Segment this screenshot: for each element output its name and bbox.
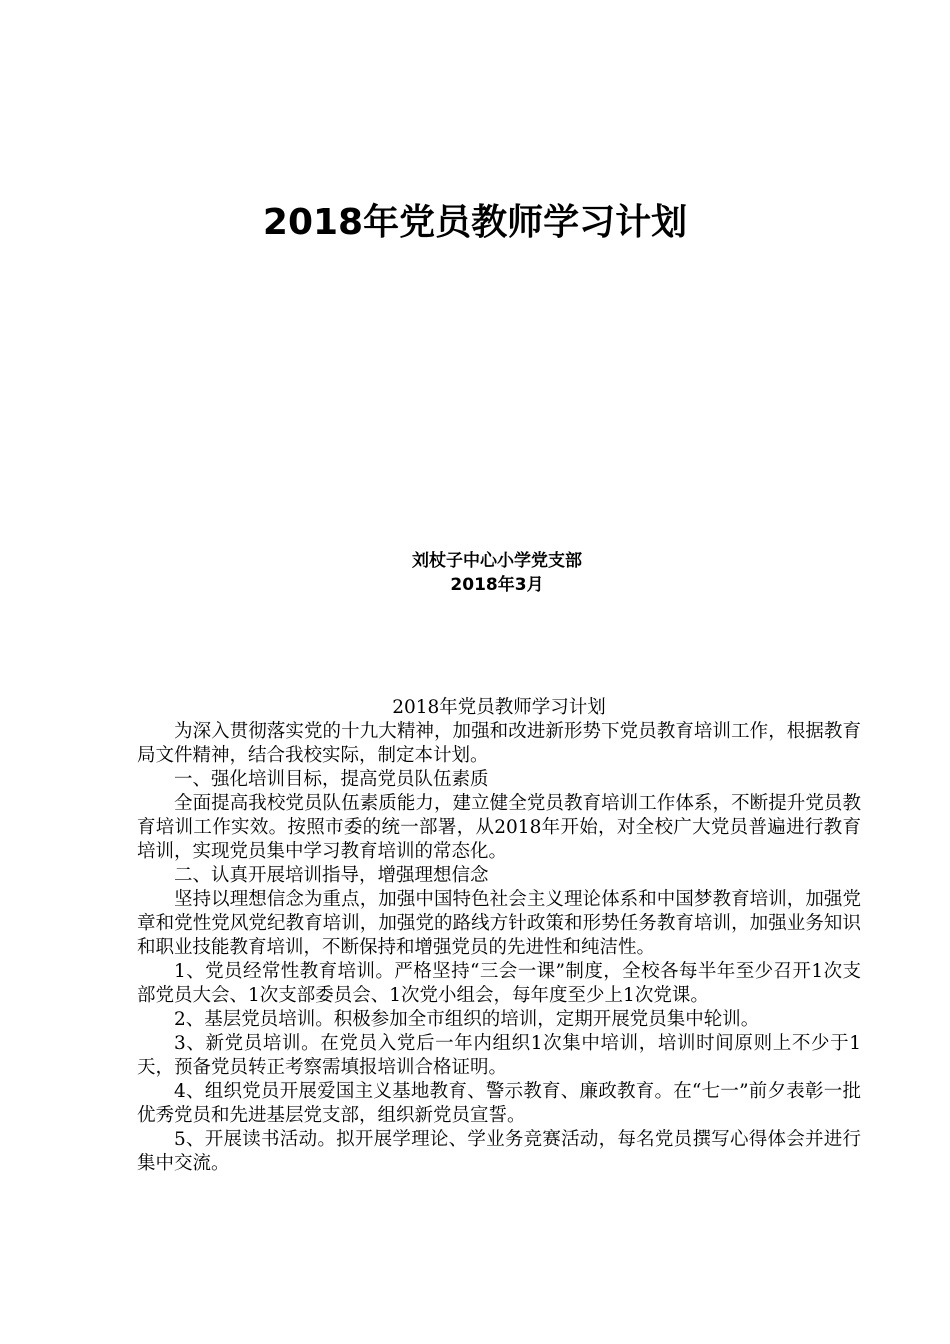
section-1-paragraph: 全面提高我校党员队伍素质能力，建立健全党员教育培训工作体系，不断提升党员教育培训工作实效。按照市委的统一部署，从2018年开始，对全校广大党员普遍进行教育培训，实现党员集中学习教育培训的常态化。 [137,793,861,862]
section-2-paragraph: 坚持以理想信念为重点，加强中国特色社会主义理论体系和中国梦教育培训，加强党章和党性党风党纪教育培训，加强党的路线方针政策和形势任务教育培训，加强业务知识和职业技能教育培训，不断保持和增强党员的先进性和纯洁性。 [137,889,861,958]
section-heading-2: 二、认真开展培训指导，增强理想信念 [174,865,489,886]
list-item-1: 1、党员经常性教育培训。严格坚持“三会一课”制度，全校各每半年至少召开1次支部党员大会、1次支部委员会、1次党小组会，每年度至少上1次党课。 [137,961,861,1006]
list-item-3: 3、新党员培训。在党员入党后一年内组织1次集中培训，培训时间原则上不少于1天，预备党员转正考察需填报培训合格证明。 [137,1033,861,1078]
section-heading-1: 一、强化培训目标，提高党员队伍素质 [174,769,489,790]
list-item-2: 2、基层党员培训。积极参加全市组织的培训，定期开展党员集中轮训。 [174,1009,760,1030]
plan-body [137,696,861,1176]
list-item-5: 5、开展读书活动。拟开展学理论、学业务竞赛活动，每名党员撰写心得体会并进行集中交流。 [137,1129,861,1174]
cover-title: 2018年党员教师学习计划 [262,202,688,243]
list-item-4: 4、组织党员开展爱国主义基地教育、警示教育、廉政教育。在“七一”前夕表彰一批优秀党员和先进基层党支部，组织新党员宣誓。 [137,1081,861,1126]
cover-date: 2018年3月 [450,575,544,595]
body-title: 2018年党员教师学习计划 [392,697,606,718]
intro-paragraph: 为深入贯彻落实党的十九大精神，加强和改进新形势下党员教育培训工作，根据教育局文件精神，结合我校实际，制定本计划。 [137,721,861,766]
cover-organization: 刘杖子中心小学党支部 [412,551,582,571]
